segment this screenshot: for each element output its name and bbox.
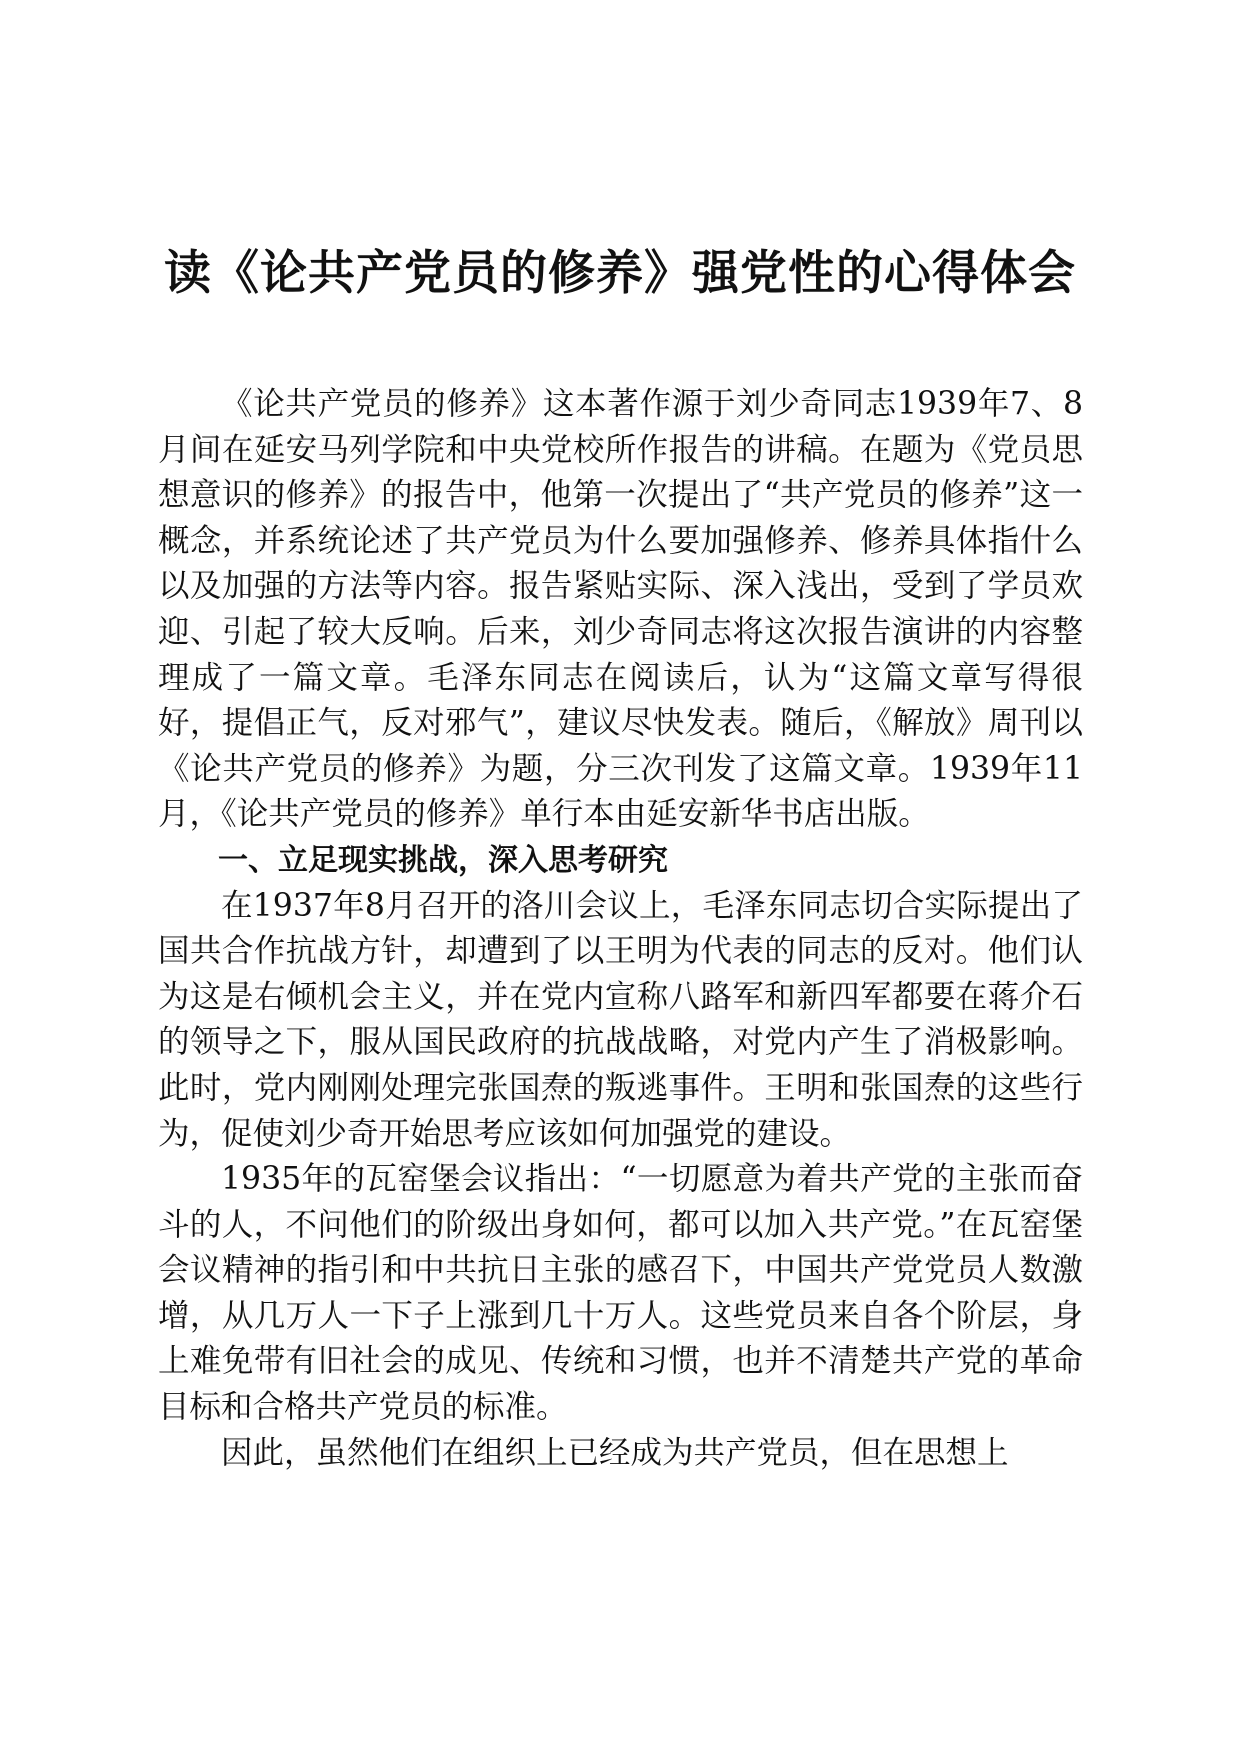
paragraph-wayaobao: 1935年的瓦窑堡会议指出：“一切愿意为着共产党的主张而奋斗的人，不问他们的阶级出身如何，都可以加入共产党。”在瓦窑堡会议精神的指引和中共抗日主张的感召下，中国共产党党员人数激增，从几万人一下子上涨到几十万人。这些党员来自各个阶层，身上难免带有旧社会的成见、传统和习惯，也并不清楚共产党的革命目标和合格共产党员的标准。 <box>158 1161 1083 1426</box>
paragraph-intro: 《论共产党员的修养》这本著作源于刘少奇同志1939年7、8月间在延安马列学院和中央党校所作报告的讲稿。在题为《党员思想意识的修养》的报告中，他第一次提出了“共产党员的修养”这一概念，并系统论述了共产党员为什么要加强修养、修养具体指什么以及加强的方法等内容。报告紧贴实际、深入浅出，受到了学员欢迎、引起了较大反响。后来，刘少奇同志将这次报告演讲的内容整理成了一篇文章。毛泽东同志在阅读后，认为“这篇文章写得很好，提倡正气，反对邪气”，建议尽快发表。随后，《解放》周刊以《论共产党员的修养》为题，分三次刊发了这篇文章。1939年11月，《论共产党员的修养》单行本由延安新华书店出版。 <box>158 386 1083 833</box>
paragraph-luochuan: 在1937年8月召开的洛川会议上，毛泽东同志切合实际提出了国共合作抗战方针，却遭到了以王明为代表的同志的反对。他们认为这是右倾机会主义，并在党内宣称八路军和新四军都要在蒋介石的领导之下，服从国民政府的抗战战略，对党内产生了消极影响。此时，党内刚刚处理完张国焘的叛逃事件。王明和张国焘的这些行为，促使刘少奇开始思考应该如何加强党的建设。 <box>158 887 1083 1152</box>
document-title: 读《论共产党员的修养》强党性的心得体会 <box>164 246 1076 301</box>
document-body <box>158 382 1083 1476</box>
paragraph-therefore: 因此，虽然他们在组织上已经成为共产党员，但在思想上 <box>221 1434 1009 1471</box>
section-heading-1: 一、立足现实挑战，深入思考研究 <box>218 842 668 878</box>
